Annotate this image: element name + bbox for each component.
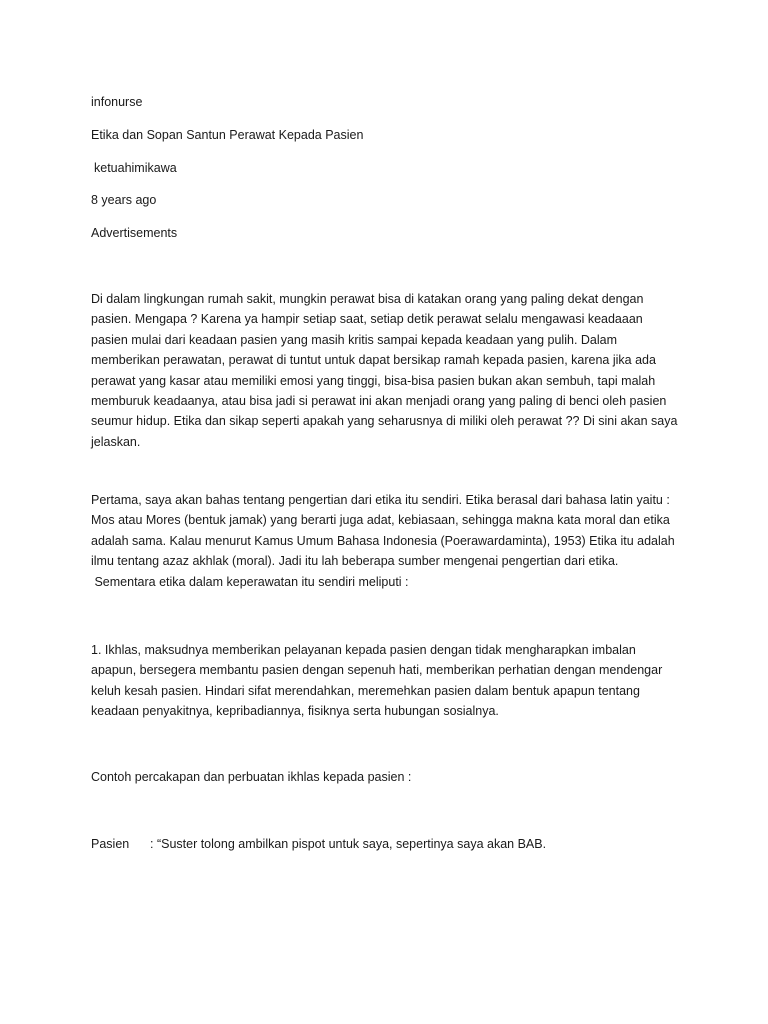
dialog-row xyxy=(91,834,546,854)
paragraph-line: Sementara etika dalam keperawatan itu sendiri meliputi : xyxy=(91,574,409,589)
paragraph-definition xyxy=(91,490,691,592)
paragraph-line: pasien. Mengapa ? Karena ya hampir setiap saat, setiap detik perawat selalu mengawasi keadaaan xyxy=(91,312,643,327)
dialog-line: : “Suster tolong ambilkan pispot untuk saya, sepertinya saya akan BAB. xyxy=(150,837,547,851)
paragraph-ikhlas xyxy=(91,640,691,722)
paragraph-line: Mos atau Mores (bentuk jamak) yang berarti juga adat, kebiasaan, sehingga makna kata moral dan etika xyxy=(91,513,670,528)
paragraph-line: keadaan penyakitnya, kepribadiannya, fisiknya serta hubungan sosialnya. xyxy=(91,704,499,719)
paragraph-line: memberikan perawatan, perawat di tuntut untuk dapat bersikap ramah kepada pasien, karena jika ada xyxy=(91,353,656,368)
paragraph-line: 1. Ikhlas, maksudnya memberikan pelayanan kepada pasien dengan tidak mengharapkan imbalan xyxy=(91,643,636,657)
example-heading: Contoh percakapan dan perbuatan ikhlas kepada pasien : xyxy=(91,770,412,784)
paragraph-line: pasien mulai dari keadaan pasien yang masih kritis sampai kepada keadaan yang pulih. Dalam xyxy=(91,332,618,347)
paragraph-line: ilmu tentang azaz akhlak (moral). Jadi itu lah beberapa sumber mengenai pengertian dari etika. xyxy=(91,554,619,569)
article-title: Etika dan Sopan Santun Perawat Kepada Pasien xyxy=(91,128,364,142)
paragraph-line: seumur hidup. Etika dan sikap seperti apakah yang seharusnya di miliki oleh perawat ?? Di sini akan saya xyxy=(91,414,678,429)
paragraph-line: keluh kesah pasien. Hindari sifat merendahkan, meremehkan pasien dalam bentuk apapun tentang xyxy=(91,683,640,698)
paragraph-line: jelaskan. xyxy=(91,434,141,449)
paragraph-line: memburuk keadaanya, atau bisa jadi si perawat ini akan menjadi orang yang paling di benci oleh pasien xyxy=(91,394,667,409)
author-name: ketuahimikawa xyxy=(94,161,177,175)
advertisements-label: Advertisements xyxy=(91,226,178,240)
paragraph-intro xyxy=(91,289,691,452)
paragraph-line: apapun, bersegera membantu pasien dengan sepenuh hati, memberikan perhatian dengan mendengar xyxy=(91,663,663,678)
site-name: infonurse xyxy=(91,95,143,109)
paragraph-line: perawat yang kasar atau memiliki emosi yang tinggi, bisa-bisa pasien bukan akan sembuh, tapi malah xyxy=(91,373,656,388)
paragraph-line: Pertama, saya akan bahas tentang pengertian dari etika itu sendiri. Etika berasal dari bahasa latin yaitu : xyxy=(91,493,670,507)
paragraph-line: adalah sama. Kalau menurut Kamus Umum Bahasa Indonesia (Poerawardaminta), 1953) Etika itu adalah xyxy=(91,533,675,548)
posted-ago: 8 years ago xyxy=(91,193,157,207)
dialog-speaker: Pasien xyxy=(91,837,130,851)
paragraph-line: Di dalam lingkungan rumah sakit, mungkin perawat bisa di katakan orang yang paling dekat dengan xyxy=(91,292,644,306)
